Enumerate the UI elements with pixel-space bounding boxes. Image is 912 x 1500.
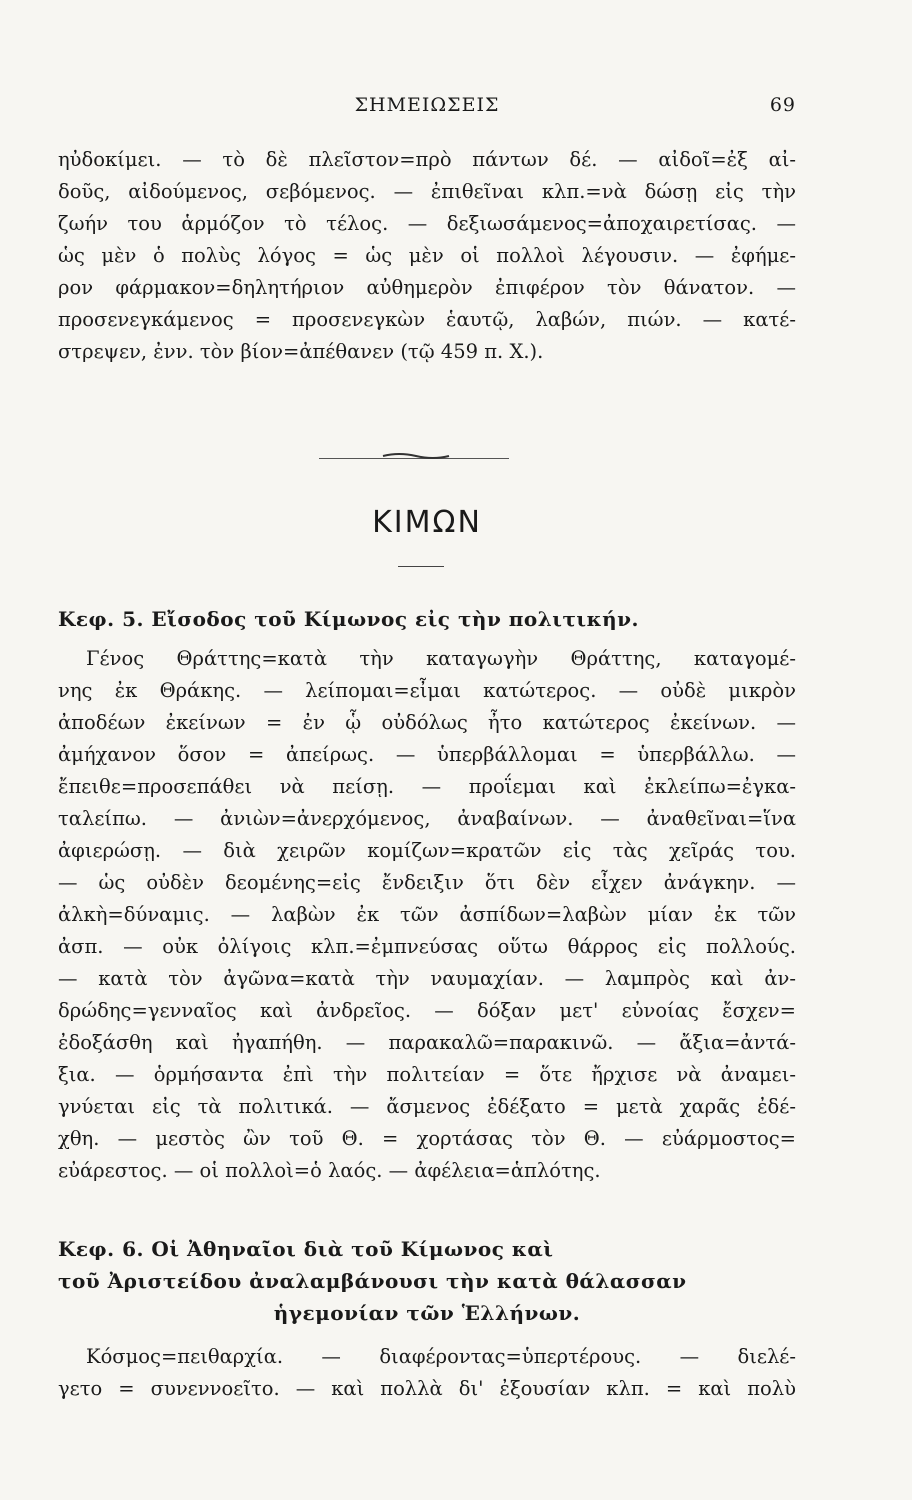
text-line: δοῦς, αἰδούμενος, σεβόμενος. — ἐπιθεῖναι κλπ.=νὰ δώσῃ εἰς τὴν bbox=[58, 180, 796, 203]
text-line: Κόσμος=πειθαρχία. — διαφέροντας=ὑπερτέρους. — διελέ- bbox=[86, 1345, 796, 1368]
text-line: ἀφιερώσῃ. — διὰ χειρῶν κομίζων=κρατῶν εἰς τὰς χεῖράς του. bbox=[58, 839, 796, 862]
chapter-heading: Κεφ. 5. Εἴσοδος τοῦ Κίμωνος εἰς τὴν πολιτικήν. bbox=[58, 607, 639, 631]
text-line: ἀμήχανον ὅσον = ἀπείρως. — ὑπερβάλλομαι = ὑπερβάλλω. — bbox=[58, 743, 796, 766]
chapter-5 bbox=[58, 603, 796, 1187]
notes-continuation bbox=[58, 144, 796, 368]
text-line: ἔπειθε=προσεπάθει νὰ πείσῃ. — προΐεμαι καὶ ἐκλείπω=ἐγκα- bbox=[58, 775, 796, 798]
text-line: — ὡς οὐδὲν δεομένης=εἰς ἔνδειξιν ὅτι δὲν εἶχεν ἀνάγκην. — bbox=[58, 871, 796, 894]
text-line: ὡς μὲν ὁ πολὺς λόγος = ὡς μὲν οἱ πολλοὶ λέγουσιν. — ἐφήμε- bbox=[58, 244, 796, 267]
text-line: ἀσπ. — οὐκ ὀλίγοις κλπ.=ἐμπνεύσας οὕτω θάρρος εἰς πολλούς. bbox=[58, 935, 796, 958]
page-number: 69 bbox=[769, 94, 796, 116]
text-line: εὐάρεστος. — οἱ πολλοὶ=ὁ λαός. — ἀφέλεια=ἁπλότης. bbox=[58, 1159, 601, 1182]
title-rule bbox=[398, 566, 444, 567]
text-line: ρον φάρμακον=δηλητήριον αὐθημερὸν ἐπιφέρον τὸν θάνατον. — bbox=[58, 276, 796, 299]
chapter-heading-line: τοῦ Ἀριστείδου ἀναλαμβάνουσι τὴν κατὰ θάλασσαν bbox=[58, 1269, 687, 1293]
running-head bbox=[58, 94, 796, 124]
text-line: δρώδης=γενναῖος καὶ ἀνδρεῖος. — δόξαν μετ' εὐνοίας ἔσχεν= bbox=[58, 999, 796, 1022]
text-line: γετο = συνεννοεῖτο. — καὶ πολλὰ δι' ἐξουσίαν κλπ. = καὶ πολὺ bbox=[58, 1377, 796, 1400]
text-line: προσενεγκάμενος = προσενεγκὼν ἑαυτῷ, λαβών, πιών. — κατέ- bbox=[58, 308, 796, 331]
text-line: νης ἐκ Θράκης. — λείπομαι=εἶμαι κατώτερος. — οὐδὲ μικρὸν bbox=[58, 679, 796, 702]
text-line: ἀποδέων ἐκείνων = ἐν ᾧ οὐδόλως ἦτο κατώτερος ἐκείνων. — bbox=[58, 711, 796, 734]
text-line: χθη. — μεστὸς ὢν τοῦ Θ. = χορτάσας τὸν Θ. — εὐάρμοστος= bbox=[58, 1127, 796, 1150]
divider-ornament-icon bbox=[381, 452, 451, 460]
chapter-heading-line: ἡγεμονίαν τῶν Ἑλλήνων. bbox=[273, 1301, 581, 1325]
text-line: Γένος Θράττης=κατὰ τὴν καταγωγὴν Θράττης, καταγομέ- bbox=[86, 647, 796, 670]
text-line: ἐδοξάσθη καὶ ἠγαπήθη. — παρακαλῶ=παρακινῶ. — ἄξια=ἀντά- bbox=[58, 1031, 796, 1054]
text-line: ξια. — ὁρμήσαντα ἐπὶ τὴν πολιτείαν = ὅτε ἤρχισε νὰ ἀναμει- bbox=[58, 1063, 796, 1086]
text-line: ταλείπω. — ἀνιὼν=ἀνερχόμενος, ἀναβαίνων. — ἀναθεῖναι=ἵνα bbox=[58, 807, 796, 830]
text-line: γνύεται εἰς τὰ πολιτικά. — ἄσμενος ἐδέξατο = μετὰ χαρᾶς ἐδέ- bbox=[58, 1095, 796, 1118]
text-line: ηὐδοκίμει. — τὸ δὲ πλεῖστον=πρὸ πάντων δέ. — αἰδοῖ=ἐξ αἰ- bbox=[58, 148, 796, 171]
text-line: ἀλκὴ=δύναμις. — λαβὼν ἐκ τῶν ἀσπίδων=λαβὼν μίαν ἐκ τῶν bbox=[58, 903, 796, 926]
text-line: — κατὰ τὸν ἀγῶνα=κατὰ τὴν ναυμαχίαν. — λαμπρὸς καὶ ἀν- bbox=[58, 967, 796, 990]
running-title: ΣΗΜΕΙΩΣΕΙΣ bbox=[354, 94, 500, 116]
text-line: ζωήν του ἁρμόζον τὸ τέλος. — δεξιωσάμενος=ἀποχαιρετίσας. — bbox=[58, 212, 796, 235]
chapter-6 bbox=[58, 1233, 796, 1405]
section-title: ΚΙΜΩΝ bbox=[372, 505, 482, 540]
chapter-heading-line: Κεφ. 6. Οἱ Ἀθηναῖοι διὰ τοῦ Κίμωνος καὶ bbox=[58, 1237, 554, 1261]
text-line: στρεψεν, ἐνν. τὸν βίον=ἀπέθανεν (τῷ 459 π. Χ.). bbox=[58, 340, 544, 363]
